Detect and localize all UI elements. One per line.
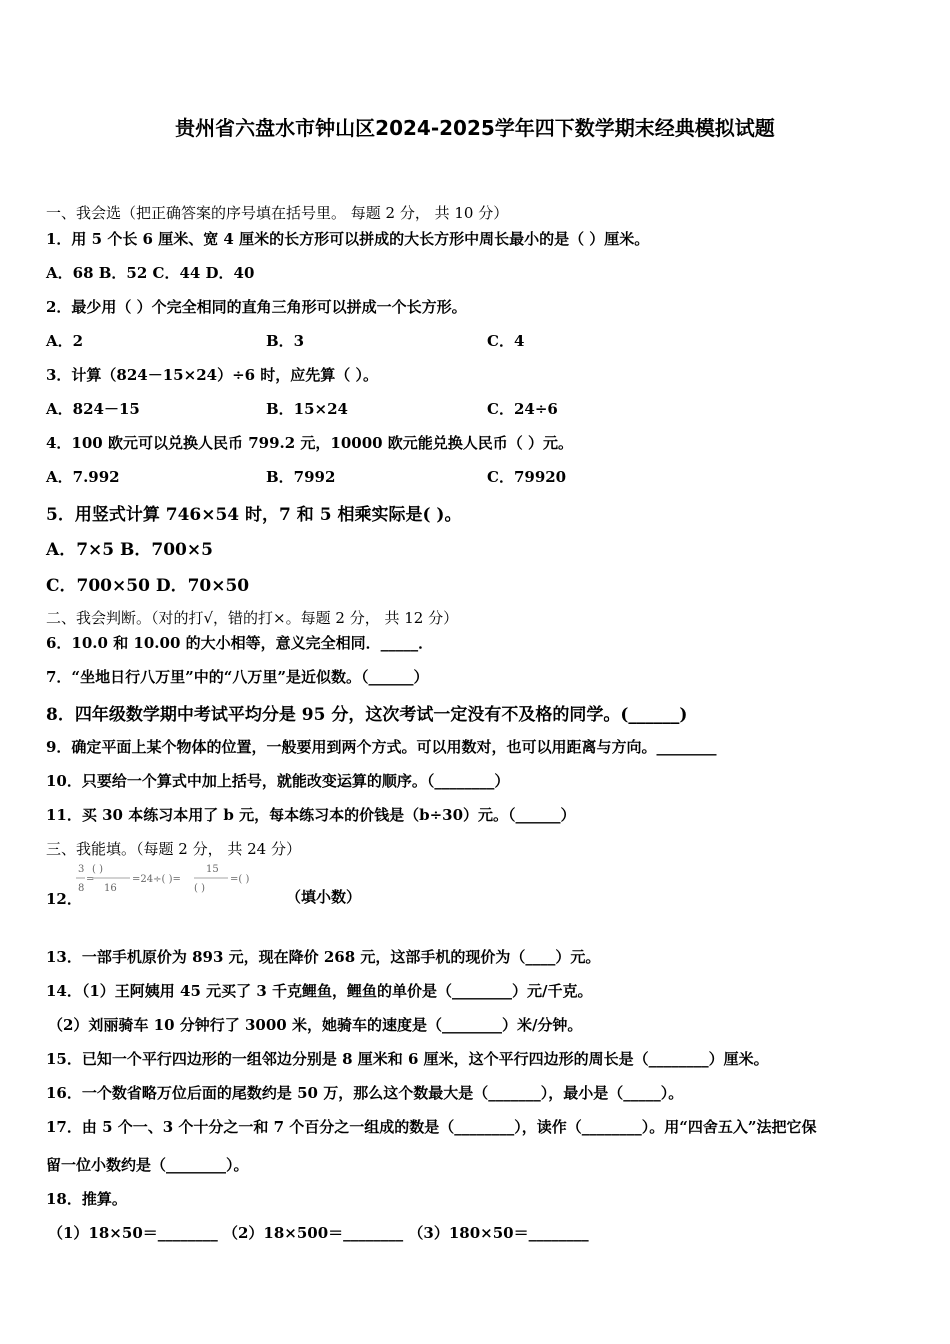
option-c: C．4: [487, 332, 525, 350]
question-5-options-row1: A．7×5 B．700×5: [46, 540, 213, 560]
question-11: 11．买 30 本练习本用了 b 元，每本练习本的价钱是（b÷30）元。（______）: [46, 806, 576, 824]
option-b: B．15×24: [266, 400, 348, 418]
question-18: 18．推算。: [46, 1190, 127, 1208]
question-10: 10．只要给一个算式中加上括号，就能改变运算的顺序。（________）: [46, 772, 510, 790]
option-a: A．824－15: [46, 400, 140, 418]
option-b: B．3: [266, 332, 305, 350]
question-4-options: [46, 466, 566, 487]
fraction-equation: [76, 858, 286, 906]
question-17-line-2: 留一位小数约是（________）。: [46, 1156, 249, 1174]
option-b: B．7992: [266, 468, 336, 486]
question-4: 4．100 欧元可以兑换人民币 799.2 元，10000 欧元能兑换人民币（ ）元。: [46, 434, 574, 452]
question-14-part-2: （2）刘丽骑车 10 分钟行了 3000 米，她骑车的速度是（________）米/分钟。: [48, 1016, 583, 1034]
question-6: 6．10.0 和 10.00 的大小相等，意义完全相同．_____．: [46, 634, 434, 652]
option-c: C．24÷6: [487, 400, 558, 418]
question-18-items: （1）18×50＝________ （2）18×500＝________ （3）180×50＝________: [48, 1224, 589, 1242]
fraction-3-numerator: 15: [206, 864, 219, 875]
division-part: =24÷( )=: [132, 874, 181, 885]
question-8: 8．四年级数学期中考试平均分是 95 分，这次考试一定没有不及格的同学。(______): [46, 705, 688, 725]
page-title: 贵州省六盘水市钟山区2024-2025学年四下数学期末经典模拟试题: [175, 116, 775, 140]
question-5: 5．用竖式计算 746×54 时，7 和 5 相乘实际是( )。: [46, 505, 462, 525]
fraction-2-numerator: ( ): [92, 864, 103, 875]
option-c: C．79920: [487, 468, 567, 486]
section-heading-1: 一、我会选（把正确答案的序号填在括号里。 每题 2 分， 共 10 分）: [46, 204, 509, 222]
section-heading-3: 三、我能填。（每题 2 分， 共 24 分）: [46, 840, 301, 858]
fraction-3-denominator: ( ): [194, 883, 205, 894]
question-1: 1．用 5 个长 6 厘米、宽 4 厘米的长方形可以拼成的大长方形中周长最小的是（ ）厘米。: [46, 230, 650, 248]
question-3: 3．计算（824－15×24）÷6 时，应先算（ ）。: [46, 366, 379, 384]
question-16: 16．一个数省略万位后面的尾数约是 50 万，那么这个数最大是（_______），最小是（_____）。: [46, 1084, 684, 1102]
fraction-1-numerator: 3: [78, 864, 85, 875]
question-9: 9．确定平面上某个物体的位置，一般要用到两个方式。可以用数对，也可以用距离与方向。________: [46, 738, 717, 756]
question-13: 13．一部手机原价为 893 元，现在降价 268 元，这部手机的现价为（____）元。: [46, 948, 601, 966]
question-5-options-row2: C．700×50 D．70×50: [46, 576, 250, 596]
option-a: A．7.992: [46, 468, 120, 486]
question-12-label: 12．: [46, 890, 82, 908]
equals-sign: =: [86, 874, 95, 885]
question-1-options: A．68 B．52 C．44 D．40: [46, 264, 255, 282]
question-3-options: [46, 398, 558, 419]
question-2-options: [46, 330, 524, 351]
decimal-blank: =( ): [230, 874, 250, 885]
question-2: 2．最少用（ ）个完全相同的直角三角形可以拼成一个长方形。: [46, 298, 467, 316]
question-12-hint: （填小数）: [286, 888, 362, 906]
question-12: [46, 858, 646, 908]
question-17-line-1: 17．由 5 个一、3 个十分之一和 7 个百分之一组成的数是（________），读作（________）。用“四舍五入”法把它保: [46, 1118, 817, 1136]
question-14-part-1: 14．（1）王阿姨用 45 元买了 3 千克鲤鱼，鲤鱼的单价是（________）元/千克。: [46, 982, 593, 1000]
section-heading-2: 二、我会判断。（对的打√，错的打×。每题 2 分， 共 12 分）: [46, 609, 459, 627]
fraction-1-denominator: 8: [78, 883, 85, 894]
option-a: A．2: [46, 332, 84, 350]
question-7: 7．“坐地日行八万里”中的“八万里”是近似数。（______）: [46, 668, 429, 686]
fraction-2-denominator: 16: [104, 883, 117, 894]
question-15: 15．已知一个平行四边形的一组邻边分别是 8 厘米和 6 厘米，这个平行四边形的周长是（________）厘米。: [46, 1050, 769, 1068]
